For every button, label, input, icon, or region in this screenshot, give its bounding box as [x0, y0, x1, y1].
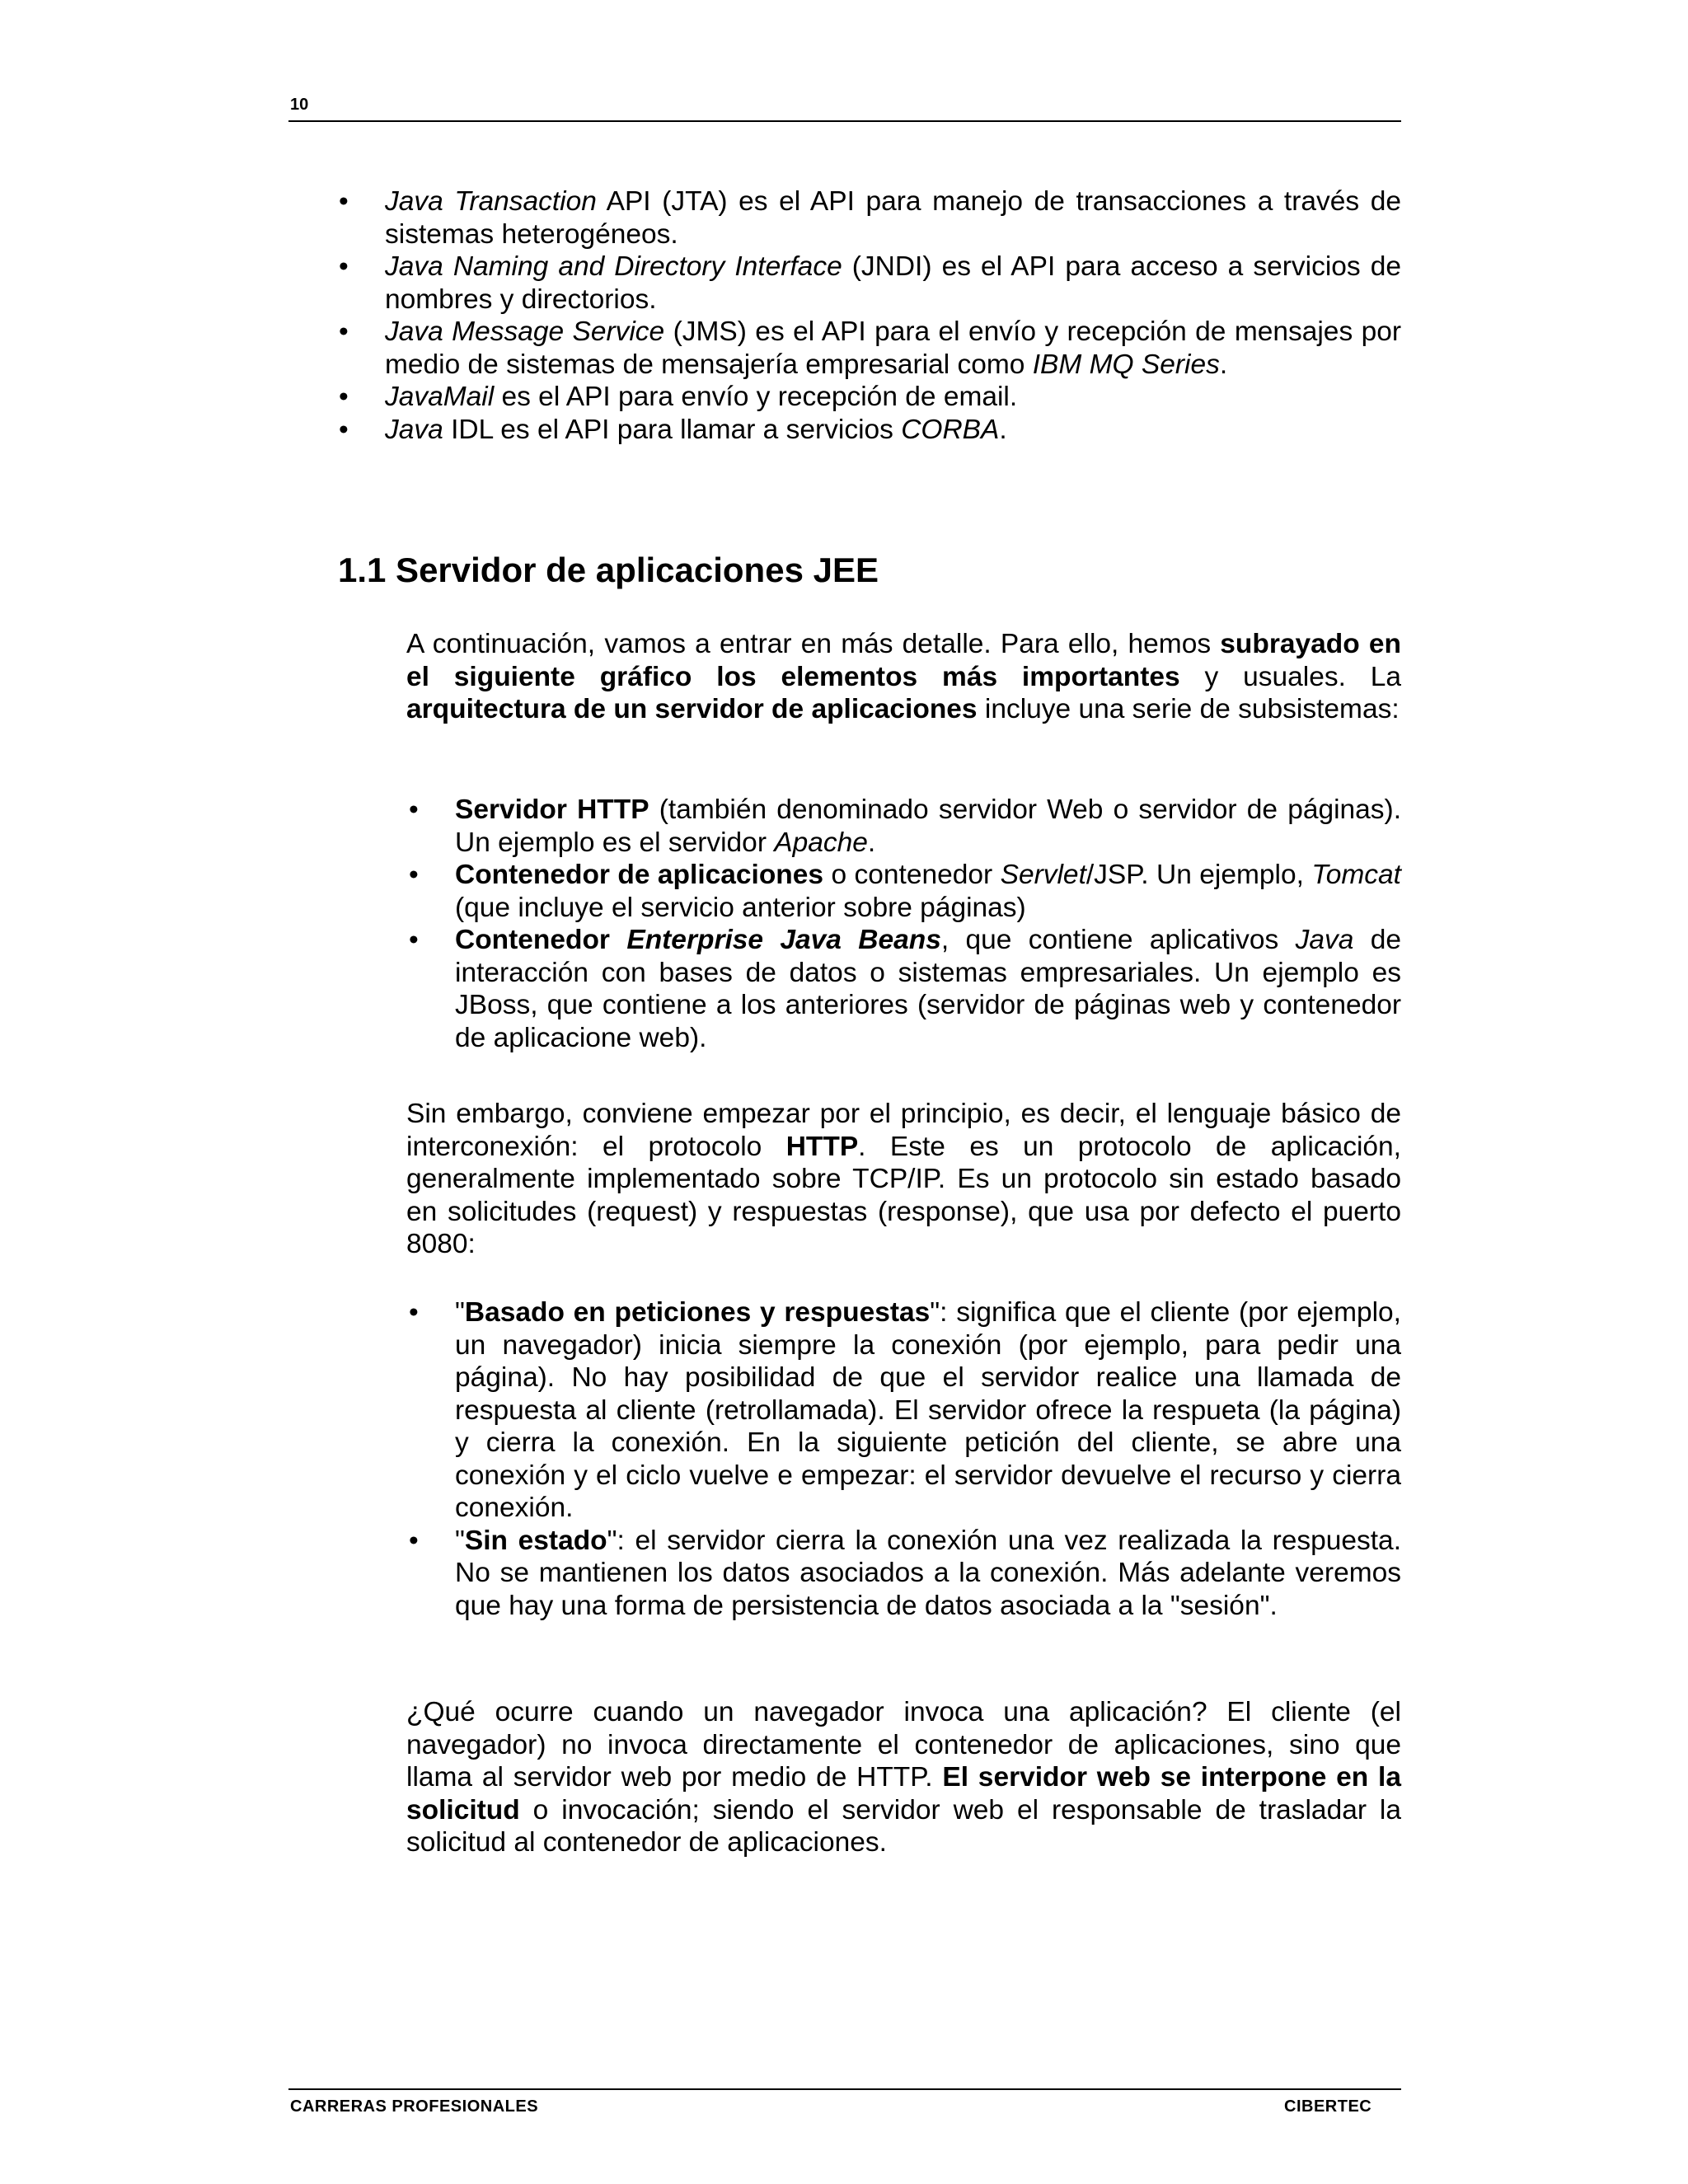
list-item [409, 794, 1402, 859]
text-run: (también denominado servidor Web o servidor de páginas). Un ejemplo es el servidor [455, 794, 1402, 858]
list-item [409, 1525, 1401, 1623]
text-run: CORBA [901, 414, 1000, 445]
text-run: Enterprise Java Beans [626, 925, 941, 955]
bullet-icon: • [339, 251, 349, 282]
text-run: (que incluye el servicio anterior sobre páginas) [455, 892, 1026, 923]
text-run: . [1219, 349, 1228, 380]
text-run: Contenedor de aplicaciones [455, 860, 824, 890]
text-run: Tomcat [1311, 860, 1401, 890]
list-item [339, 381, 1401, 414]
footer-rule [288, 2088, 1401, 2090]
list-item [339, 316, 1402, 381]
text-run: y usuales. La [1179, 661, 1401, 692]
text-run: arquitectura de un servidor de aplicaciones [406, 694, 978, 724]
text-run: (JNDI) es el API para acceso a servicios de nombres y directorios. [385, 251, 1401, 315]
final-paragraph [406, 1696, 1401, 1859]
text-run: Basado en peticiones y respuestas [464, 1297, 931, 1328]
list-item [409, 1296, 1401, 1525]
text-run: Apache [774, 827, 868, 858]
list-item [339, 414, 1401, 447]
text-run: JavaMail [385, 382, 495, 412]
text-run: ¿Qué ocurre cuando un navegador invoca una aplicación? El cliente (el navegador) no invoca directamente el contenedor de aplicaciones, sino que llama al servidor web por medio de HTTP. [406, 1697, 1401, 1793]
section-title: 1.1 Servidor de aplicaciones JEE [338, 551, 879, 589]
text-run: . [999, 414, 1007, 445]
text-run: Servlet [1000, 860, 1086, 890]
http-characteristics-list [409, 1296, 1401, 1622]
bullet-icon: • [339, 186, 349, 217]
text-run: IDL es el API para llamar a servicios [443, 414, 902, 445]
subsystems-list [409, 794, 1402, 1054]
footer-left-text: CARRERAS PROFESIONALES [290, 2097, 539, 2116]
text-run: subrayado en el siguiente gráfico los elementos más importantes [406, 629, 1401, 692]
text-run: Sin embargo, conviene empezar por el principio, es decir, el lenguaje básico de interconexión: el protocolo [406, 1099, 1401, 1162]
text-run: " [455, 1297, 465, 1328]
text-run: API (JTA) es el API para manejo de transacciones a través de sistemas heterogéneos. [385, 186, 1401, 250]
bullet-icon: • [409, 1297, 419, 1328]
page-number: 10 [290, 96, 309, 114]
text-run: Java [385, 414, 443, 445]
text-run: Contenedor [455, 925, 627, 955]
text-run: incluye una serie de subsistemas: [977, 694, 1400, 724]
text-run: (JMS) es el API para el envío y recepción de mensajes por medio de sistemas de mensajería empresarial como [385, 316, 1402, 380]
text-run: Java Naming and Directory Interface [385, 251, 842, 282]
bullet-icon: • [409, 1525, 419, 1556]
footer-right-text: CIBERTEC [1284, 2097, 1372, 2116]
text-run: de interacción con bases de datos o sistemas empresariales. Un ejemplo es JBoss, que contiene a los anteriores (servidor de páginas web y contenedor de aplicacione web). [455, 925, 1402, 1053]
text-run: Servidor HTTP [455, 794, 649, 825]
text-run: Java Transaction [385, 186, 597, 217]
text-run: Java Message Service [385, 316, 665, 347]
text-run: El servidor web se interpone en la solicitud [406, 1762, 1401, 1825]
bullet-icon: • [339, 382, 349, 412]
bullet-icon: • [409, 925, 419, 955]
text-run: Java [1295, 925, 1354, 955]
text-run: A continuación, vamos a entrar en más detalle. Para ello, hemos [406, 629, 1221, 659]
text-run: HTTP [785, 1131, 859, 1162]
bullet-icon: • [409, 860, 419, 890]
list-item [339, 251, 1401, 316]
text-run: . Este es un protocolo de aplicación, generalmente implementado sobre TCP/IP. Es un protocolo sin estado basado en solicitudes (request) y respuestas (response), que usa por defecto el puerto 8080: [406, 1131, 1401, 1259]
bullet-icon: • [339, 316, 349, 347]
text-run: /JSP. Un ejemplo, [1085, 860, 1312, 890]
list-item [339, 185, 1401, 251]
header-rule [288, 120, 1401, 122]
list-item [409, 924, 1402, 1054]
text-run: , que contiene aplicativos [940, 925, 1296, 955]
text-run: IBM MQ Series [1032, 349, 1220, 380]
bullet-icon: • [339, 414, 349, 445]
list-item [409, 859, 1401, 924]
text-run: Sin estado [464, 1525, 607, 1556]
text-run: " [455, 1525, 465, 1556]
http-paragraph [406, 1098, 1401, 1261]
text-run: o contenedor [823, 860, 1001, 890]
api-list [339, 185, 1402, 446]
text-run: ": significa que el cliente (por ejemplo, un navegador) inicia siempre la conexión (por ejemplo, para pedir una página). No hay posibilidad de que el servidor realice una llamada de respuesta al cliente (retrollamada). El servidor ofrece la respueta (la página) y cierra la conexión. En la siguiente petición del cliente, se abre una conexión y el ciclo vuelve e empezar: el servidor devuelve el recurso y cierra conexión. [455, 1297, 1401, 1523]
text-run: o invocación; siendo el servidor web el responsable de trasladar la solicitud al contenedor de aplicaciones. [406, 1794, 1401, 1858]
text-run: . [867, 827, 876, 858]
text-run: ": el servidor cierra la conexión una vez realizada la respuesta. No se mantienen los datos asociados a la conexión. Más adelante veremos que hay una forma de persistencia de datos asociada a la "sesión". [455, 1525, 1401, 1621]
text-run: es el API para envío y recepción de email. [494, 382, 1018, 412]
intro-paragraph [406, 628, 1401, 726]
bullet-icon: • [409, 794, 419, 825]
